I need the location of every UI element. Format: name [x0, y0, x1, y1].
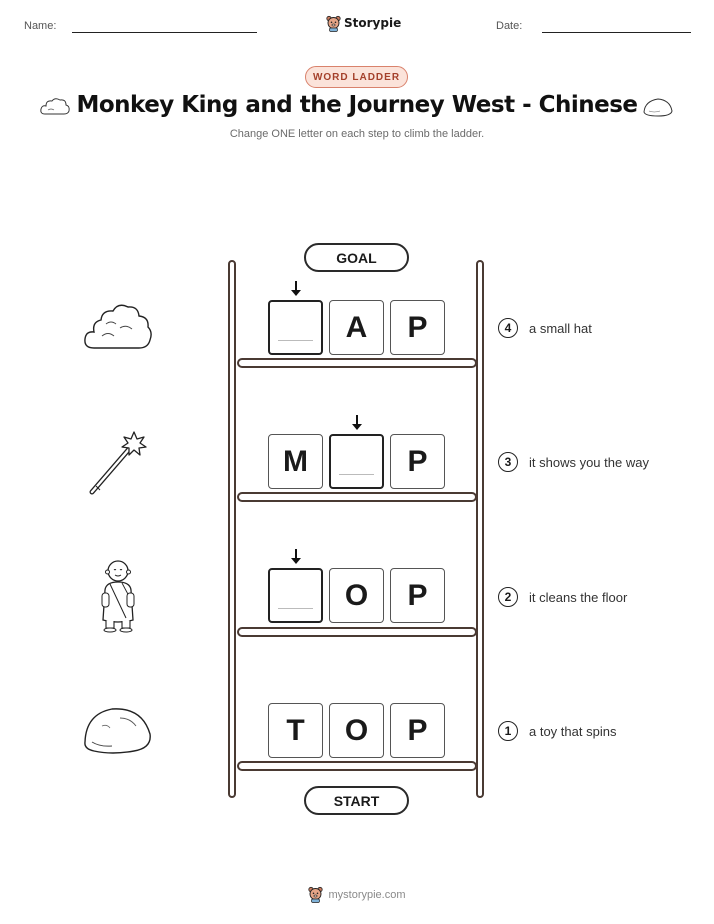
ladder-rail-right — [476, 260, 484, 798]
ladder-rung — [237, 627, 477, 637]
step-3-picture — [84, 428, 150, 503]
date-line[interactable] — [542, 32, 691, 33]
letter-input[interactable] — [268, 568, 323, 623]
letter-tile: P — [390, 568, 445, 623]
step-clue: a toy that spins — [529, 724, 617, 739]
letter-tile: T — [268, 703, 323, 758]
name-line[interactable] — [72, 32, 257, 33]
cloud-decoration-icon — [39, 96, 71, 118]
stone-decoration-icon — [642, 96, 674, 118]
cloud-icon — [82, 298, 154, 356]
letter-input[interactable] — [329, 434, 384, 489]
step-number: 3 — [498, 452, 518, 472]
bear-logo-icon — [308, 886, 323, 903]
letter-tile: P — [390, 703, 445, 758]
letter-tile: A — [329, 300, 384, 355]
change-arrow-icon — [289, 280, 303, 298]
ladder-rung — [237, 358, 477, 368]
goal-label: GOAL — [304, 243, 409, 272]
instructions: Change ONE letter on each step to climb the ladder. — [229, 128, 485, 140]
brand-logo — [326, 13, 401, 33]
change-arrow-icon — [350, 414, 364, 432]
letter-tile: P — [390, 300, 445, 355]
magic-staff-icon — [84, 428, 150, 498]
stone-icon — [82, 704, 154, 756]
step-1-picture — [82, 704, 154, 761]
letter-tile: O — [329, 568, 384, 623]
ladder-rung — [237, 761, 477, 771]
step-number: 4 — [498, 318, 518, 338]
date-label: Date: — [496, 20, 523, 32]
footer-site: mystorypie.com — [328, 888, 406, 901]
step-4-picture — [82, 298, 154, 361]
letter-tile: M — [268, 434, 323, 489]
step-2-picture — [96, 558, 140, 639]
footer — [0, 886, 714, 903]
step-number: 1 — [498, 721, 518, 741]
ladder-rail-left — [228, 260, 236, 798]
monk-icon — [96, 558, 140, 634]
bear-logo-icon — [326, 15, 341, 32]
brand-name: Storypie — [344, 16, 402, 30]
letter-input[interactable] — [268, 300, 323, 355]
letter-tile: P — [390, 434, 445, 489]
activity-badge: WORD LADDER — [305, 66, 408, 88]
step-clue: a small hat — [529, 321, 592, 336]
page-title: Monkey King and the Journey West - Chinese — [76, 92, 638, 118]
step-number: 2 — [498, 587, 518, 607]
step-clue: it shows you the way — [529, 455, 649, 470]
step-clue: it cleans the floor — [529, 590, 628, 605]
letter-tile: O — [329, 703, 384, 758]
change-arrow-icon — [289, 548, 303, 566]
name-label: Name: — [24, 20, 57, 32]
ladder-rung — [237, 492, 477, 502]
start-label: START — [304, 786, 409, 815]
